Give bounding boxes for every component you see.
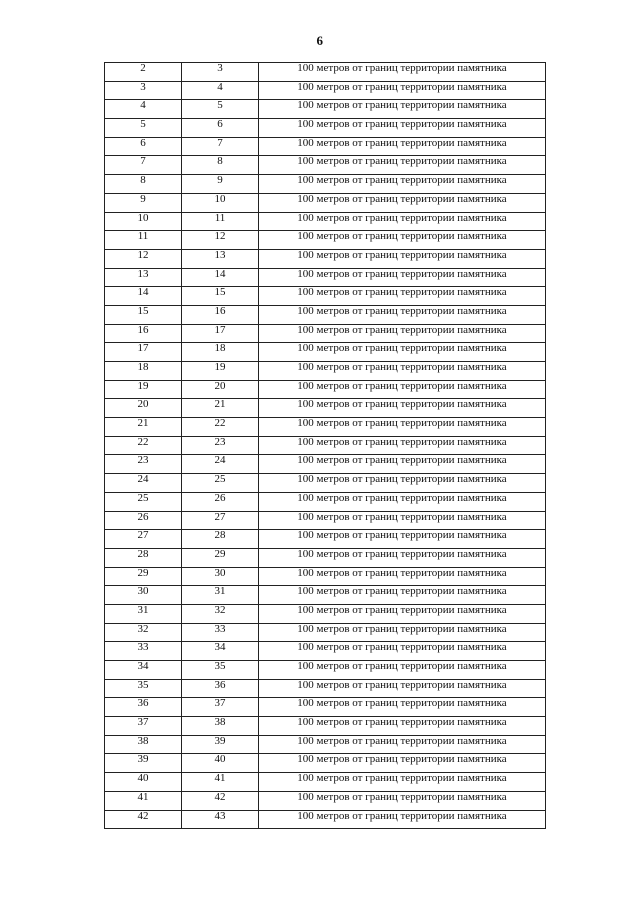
boundary-description-cell: 100 метров от границ территории памятника	[259, 455, 546, 474]
point-to-cell: 23	[182, 436, 259, 455]
table-row	[105, 474, 546, 493]
table-row	[105, 399, 546, 418]
point-to-cell: 35	[182, 661, 259, 680]
point-to-cell: 30	[182, 567, 259, 586]
point-to-cell: 34	[182, 642, 259, 661]
table-row	[105, 623, 546, 642]
point-from-cell: 38	[105, 735, 182, 754]
boundary-table	[104, 62, 546, 829]
table-row	[105, 249, 546, 268]
point-from-cell: 14	[105, 287, 182, 306]
point-to-cell: 33	[182, 623, 259, 642]
table-row	[105, 287, 546, 306]
boundary-description-cell: 100 метров от границ территории памятника	[259, 231, 546, 250]
table-row	[105, 586, 546, 605]
table-row	[105, 324, 546, 343]
point-from-cell: 24	[105, 474, 182, 493]
table-row	[105, 343, 546, 362]
point-to-cell: 22	[182, 418, 259, 437]
point-to-cell: 9	[182, 175, 259, 194]
point-from-cell: 8	[105, 175, 182, 194]
point-from-cell: 16	[105, 324, 182, 343]
point-to-cell: 16	[182, 305, 259, 324]
boundary-description-cell: 100 метров от границ территории памятника	[259, 81, 546, 100]
boundary-description-cell: 100 метров от границ территории памятника	[259, 548, 546, 567]
table-row	[105, 119, 546, 138]
point-from-cell: 25	[105, 492, 182, 511]
point-to-cell: 40	[182, 754, 259, 773]
boundary-description-cell: 100 метров от границ территории памятника	[259, 399, 546, 418]
point-from-cell: 37	[105, 717, 182, 736]
point-from-cell: 18	[105, 362, 182, 381]
point-from-cell: 2	[105, 63, 182, 82]
point-from-cell: 33	[105, 642, 182, 661]
table-row	[105, 175, 546, 194]
point-to-cell: 17	[182, 324, 259, 343]
boundary-description-cell: 100 метров от границ территории памятника	[259, 119, 546, 138]
boundary-description-cell: 100 метров от границ территории памятника	[259, 530, 546, 549]
table-row	[105, 268, 546, 287]
table-row	[105, 362, 546, 381]
point-to-cell: 12	[182, 231, 259, 250]
point-from-cell: 30	[105, 586, 182, 605]
point-from-cell: 5	[105, 119, 182, 138]
table-row	[105, 231, 546, 250]
boundary-description-cell: 100 метров от границ территории памятника	[259, 679, 546, 698]
point-to-cell: 6	[182, 119, 259, 138]
boundary-description-cell: 100 метров от границ территории памятника	[259, 380, 546, 399]
boundary-description-cell: 100 метров от границ территории памятника	[259, 623, 546, 642]
table-row	[105, 436, 546, 455]
boundary-description-cell: 100 метров от границ территории памятника	[259, 287, 546, 306]
point-from-cell: 34	[105, 661, 182, 680]
table-body	[105, 63, 546, 829]
point-from-cell: 3	[105, 81, 182, 100]
point-from-cell: 39	[105, 754, 182, 773]
boundary-description-cell: 100 метров от границ территории памятника	[259, 735, 546, 754]
point-to-cell: 11	[182, 212, 259, 231]
table-row	[105, 735, 546, 754]
point-from-cell: 12	[105, 249, 182, 268]
boundary-description-cell: 100 метров от границ территории памятника	[259, 661, 546, 680]
point-from-cell: 41	[105, 791, 182, 810]
boundary-description-cell: 100 метров от границ территории памятника	[259, 492, 546, 511]
point-from-cell: 20	[105, 399, 182, 418]
table-row	[105, 548, 546, 567]
boundary-description-cell: 100 метров от границ территории памятника	[259, 343, 546, 362]
point-to-cell: 38	[182, 717, 259, 736]
boundary-description-cell: 100 метров от границ территории памятника	[259, 642, 546, 661]
point-to-cell: 8	[182, 156, 259, 175]
point-from-cell: 26	[105, 511, 182, 530]
table-row	[105, 156, 546, 175]
point-from-cell: 32	[105, 623, 182, 642]
table-row	[105, 511, 546, 530]
boundary-description-cell: 100 метров от границ территории памятника	[259, 324, 546, 343]
point-from-cell: 21	[105, 418, 182, 437]
table-row	[105, 137, 546, 156]
point-to-cell: 42	[182, 791, 259, 810]
point-to-cell: 24	[182, 455, 259, 474]
point-from-cell: 31	[105, 604, 182, 623]
boundary-description-cell: 100 метров от границ территории памятника	[259, 511, 546, 530]
table-row	[105, 717, 546, 736]
point-to-cell: 29	[182, 548, 259, 567]
boundary-description-cell: 100 метров от границ территории памятника	[259, 604, 546, 623]
boundary-description-cell: 100 метров от границ территории памятника	[259, 754, 546, 773]
table-row	[105, 63, 546, 82]
boundary-description-cell: 100 метров от границ территории памятника	[259, 567, 546, 586]
point-to-cell: 27	[182, 511, 259, 530]
table-row	[105, 604, 546, 623]
point-from-cell: 19	[105, 380, 182, 399]
point-from-cell: 11	[105, 231, 182, 250]
boundary-description-cell: 100 метров от границ территории памятника	[259, 418, 546, 437]
point-to-cell: 26	[182, 492, 259, 511]
point-to-cell: 43	[182, 810, 259, 829]
point-from-cell: 6	[105, 137, 182, 156]
table-row	[105, 492, 546, 511]
boundary-description-cell: 100 метров от границ территории памятника	[259, 137, 546, 156]
point-from-cell: 9	[105, 193, 182, 212]
boundary-description-cell: 100 метров от границ территории памятника	[259, 212, 546, 231]
table-row	[105, 305, 546, 324]
point-from-cell: 23	[105, 455, 182, 474]
boundary-description-cell: 100 метров от границ территории памятника	[259, 175, 546, 194]
table-row	[105, 754, 546, 773]
boundary-description-cell: 100 метров от границ территории памятника	[259, 436, 546, 455]
point-to-cell: 19	[182, 362, 259, 381]
point-from-cell: 10	[105, 212, 182, 231]
table-row	[105, 100, 546, 119]
point-from-cell: 42	[105, 810, 182, 829]
boundary-description-cell: 100 метров от границ территории памятника	[259, 362, 546, 381]
table-row	[105, 212, 546, 231]
point-from-cell: 22	[105, 436, 182, 455]
boundary-description-cell: 100 метров от границ территории памятника	[259, 305, 546, 324]
boundary-description-cell: 100 метров от границ территории памятника	[259, 156, 546, 175]
table-row	[105, 418, 546, 437]
point-to-cell: 28	[182, 530, 259, 549]
point-from-cell: 15	[105, 305, 182, 324]
point-to-cell: 25	[182, 474, 259, 493]
point-to-cell: 4	[182, 81, 259, 100]
boundary-description-cell: 100 метров от границ территории памятника	[259, 810, 546, 829]
boundary-description-cell: 100 метров от границ территории памятника	[259, 791, 546, 810]
point-from-cell: 35	[105, 679, 182, 698]
point-to-cell: 14	[182, 268, 259, 287]
boundary-description-cell: 100 метров от границ территории памятника	[259, 586, 546, 605]
point-to-cell: 5	[182, 100, 259, 119]
point-to-cell: 3	[182, 63, 259, 82]
point-from-cell: 28	[105, 548, 182, 567]
table-row	[105, 530, 546, 549]
boundary-description-cell: 100 метров от границ территории памятника	[259, 717, 546, 736]
point-to-cell: 39	[182, 735, 259, 754]
boundary-description-cell: 100 метров от границ территории памятника	[259, 773, 546, 792]
table-row	[105, 698, 546, 717]
point-to-cell: 32	[182, 604, 259, 623]
point-to-cell: 15	[182, 287, 259, 306]
boundary-description-cell: 100 метров от границ территории памятника	[259, 249, 546, 268]
point-to-cell: 10	[182, 193, 259, 212]
point-to-cell: 41	[182, 773, 259, 792]
table-row	[105, 380, 546, 399]
table-row	[105, 679, 546, 698]
point-from-cell: 40	[105, 773, 182, 792]
table-row	[105, 791, 546, 810]
table-row	[105, 455, 546, 474]
boundary-description-cell: 100 метров от границ территории памятника	[259, 63, 546, 82]
point-from-cell: 4	[105, 100, 182, 119]
boundary-description-cell: 100 метров от границ территории памятника	[259, 474, 546, 493]
table-row	[105, 193, 546, 212]
table-row	[105, 661, 546, 680]
point-to-cell: 37	[182, 698, 259, 717]
boundary-description-cell: 100 метров от границ территории памятника	[259, 100, 546, 119]
point-to-cell: 18	[182, 343, 259, 362]
boundary-description-cell: 100 метров от границ территории памятника	[259, 193, 546, 212]
point-to-cell: 31	[182, 586, 259, 605]
point-to-cell: 20	[182, 380, 259, 399]
table-row	[105, 810, 546, 829]
table-row	[105, 642, 546, 661]
point-to-cell: 21	[182, 399, 259, 418]
table-row	[105, 567, 546, 586]
boundary-description-cell: 100 метров от границ территории памятника	[259, 698, 546, 717]
table-row	[105, 81, 546, 100]
page-number: 6	[316, 33, 324, 48]
point-to-cell: 13	[182, 249, 259, 268]
point-to-cell: 36	[182, 679, 259, 698]
point-from-cell: 27	[105, 530, 182, 549]
table-row	[105, 773, 546, 792]
point-from-cell: 17	[105, 343, 182, 362]
point-to-cell: 7	[182, 137, 259, 156]
point-from-cell: 13	[105, 268, 182, 287]
point-from-cell: 29	[105, 567, 182, 586]
point-from-cell: 36	[105, 698, 182, 717]
boundary-description-cell: 100 метров от границ территории памятника	[259, 268, 546, 287]
point-from-cell: 7	[105, 156, 182, 175]
